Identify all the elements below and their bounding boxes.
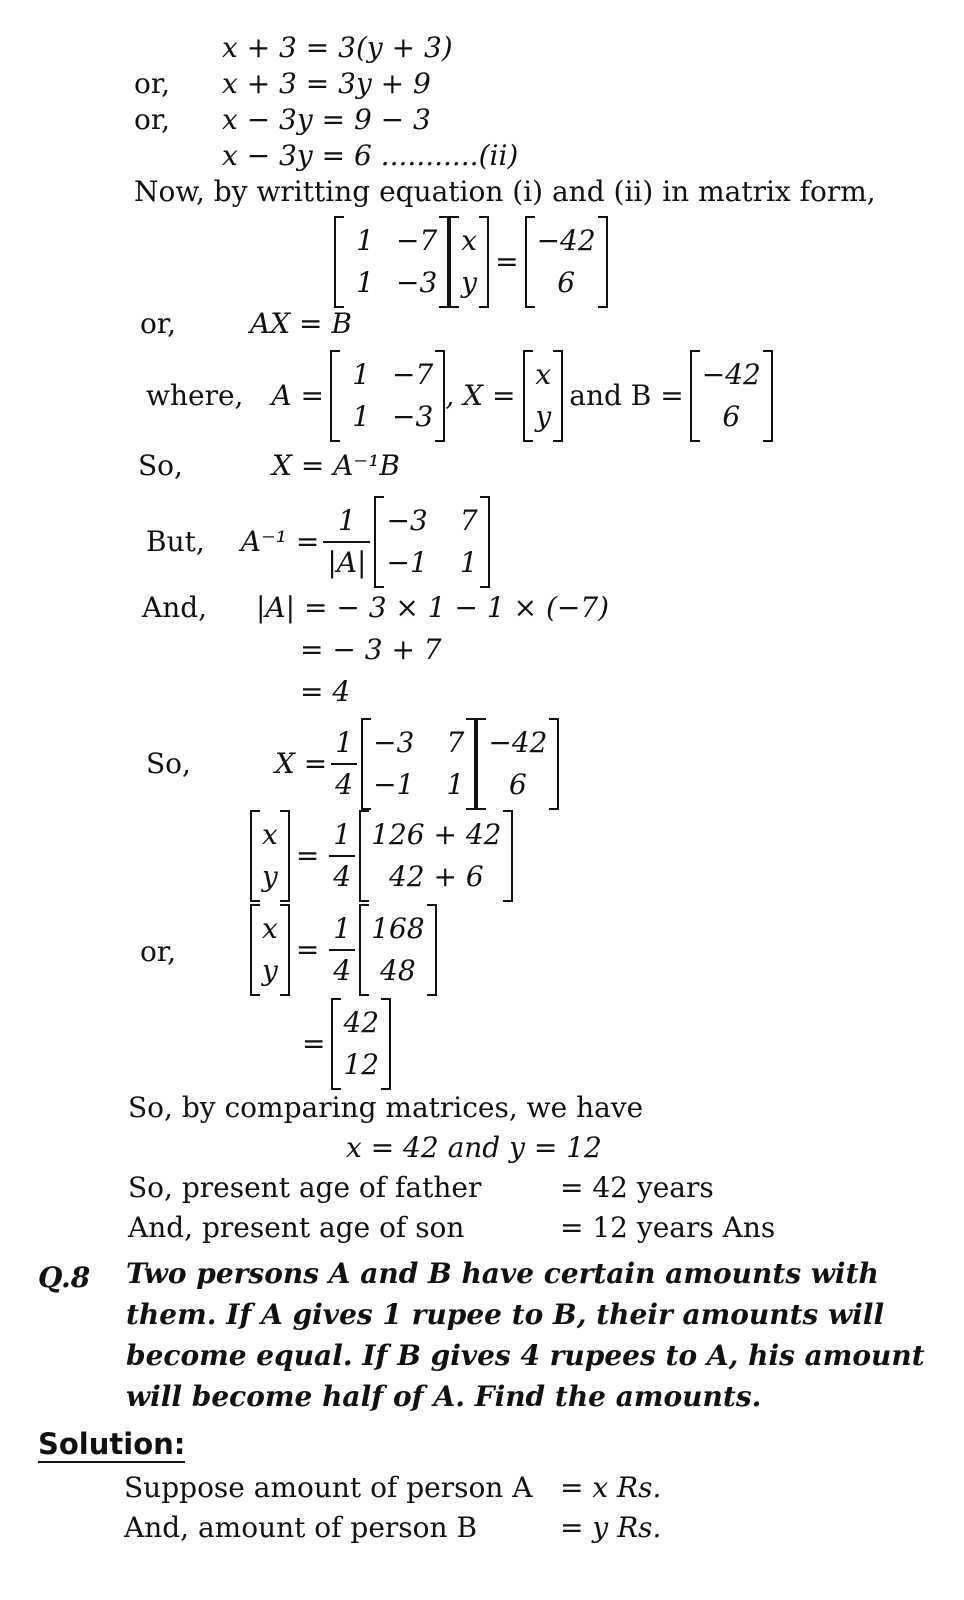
equation-line-1: x + 3 = 3(y + 3) [222, 31, 453, 64]
values-text: x = 42 and y = 12 [346, 1131, 602, 1164]
multiplied-matrix-line [250, 810, 513, 902]
matrix-cell: y [535, 400, 552, 433]
system-matrix-equation [334, 216, 608, 308]
so-label: So, [146, 747, 191, 780]
simplified-matrix [359, 904, 436, 996]
equals-sign: = [295, 933, 320, 966]
matrix-cell: 126 + 42 [371, 818, 502, 851]
or-label: or, [134, 67, 171, 100]
where-label: where, [146, 379, 244, 412]
or-label: or, [140, 935, 177, 968]
equation-line-2: x + 3 = 3y + 9 [222, 67, 431, 100]
father-age-value: = 42 years [560, 1171, 714, 1204]
matrix-cell: 7 [446, 726, 465, 759]
x-lhs: X = [274, 747, 328, 780]
simplified-matrix-line [250, 904, 437, 996]
solution-heading: Solution: [38, 1427, 186, 1461]
matrix-cell: 42 [343, 1006, 380, 1039]
matrix-cell: 48 [380, 954, 416, 987]
question-number: Q.8 [38, 1261, 91, 1294]
matrix-cell: −3 [396, 266, 438, 299]
and-b-lhs: and B = [569, 379, 684, 412]
a-lhs: A = [271, 379, 325, 412]
compare-text: So, by comparing matrices, we have [128, 1091, 644, 1124]
suppose-a-value: = x Rs. [560, 1471, 662, 1504]
question-line: Two persons A and B have certain amounts with [126, 1257, 879, 1290]
question-line: will become half of A. Find the amounts. [126, 1380, 762, 1413]
matrix-cell: 6 [557, 266, 576, 299]
matrix-cell: −3 [386, 504, 428, 537]
inverse-lhs: A⁻¹ = [240, 525, 320, 558]
fraction-denominator: 4 [329, 855, 355, 891]
fraction-denominator: |A| [323, 541, 370, 577]
variable-matrix [250, 810, 290, 902]
equals-sign: = [295, 839, 320, 872]
result-matrix-line [296, 998, 391, 1090]
so-label: So, [138, 449, 183, 482]
matrix-intro-text: Now, by writting equation (i) and (ii) in matrix form, [134, 175, 876, 208]
fraction-denominator: 4 [331, 763, 357, 799]
matrix-cell: −7 [396, 224, 438, 257]
fraction [325, 818, 359, 893]
variable-matrix [250, 904, 290, 996]
matrix-cell: x [262, 912, 278, 945]
x-lhs: , X = [445, 379, 516, 412]
matrix-cell: −3 [392, 400, 434, 433]
matrix-cell: −42 [701, 358, 761, 391]
matrix-x [523, 350, 563, 442]
matrix-cell: 6 [722, 400, 741, 433]
fraction-denominator: 4 [329, 949, 355, 985]
matrix-cell: x [461, 224, 478, 257]
matrix-b [690, 350, 773, 442]
matrix-a [330, 350, 445, 442]
matrix-cell: x [535, 358, 552, 391]
question-line: them. If A gives 1 rupee to B, their amounts will [126, 1298, 885, 1331]
x-equals-inverse: X = A⁻¹B [272, 449, 400, 482]
suppose-b-label: And, amount of person B [124, 1511, 478, 1544]
question-line: become equal. If B gives 4 rupees to A, his amount [126, 1339, 925, 1372]
coefficient-matrix [334, 216, 449, 308]
matrix-cell: 1 [446, 768, 465, 801]
determinant-line-3: = 4 [300, 675, 351, 708]
fraction-numerator: 1 [333, 912, 352, 945]
or-label: or, [134, 103, 171, 136]
adjoint-matrix [361, 718, 476, 810]
fraction [319, 504, 374, 579]
matrix-cell: 1 [459, 546, 478, 579]
equation-ii: x − 3y = 6 ...........(ii) [222, 139, 519, 172]
and-label: And, [142, 591, 208, 624]
fraction-numerator: 1 [333, 818, 352, 851]
inverse-formula [146, 496, 490, 588]
matrix-cell: −1 [386, 546, 428, 579]
matrix-cell: 12 [343, 1048, 380, 1081]
fraction-numerator: 1 [337, 504, 356, 537]
suppose-a-label: Suppose amount of person A [124, 1471, 533, 1504]
matrix-cell: y [262, 860, 278, 893]
matrix-cell: −42 [488, 726, 548, 759]
result-matrix [331, 998, 391, 1090]
matrix-cell: 6 [508, 768, 527, 801]
or-label: or, [140, 307, 177, 340]
matrix-cell: 1 [356, 224, 374, 257]
matrix-cell: 42 + 6 [388, 860, 484, 893]
fraction [327, 726, 361, 801]
constant-matrix [525, 216, 608, 308]
matrix-cell: x [262, 818, 278, 851]
matrix-cell: 1 [356, 266, 374, 299]
son-age-label: And, present age of son [128, 1211, 465, 1244]
matrix-cell: 1 [352, 358, 371, 391]
constant-matrix [476, 718, 559, 810]
matrix-cell: −1 [373, 768, 415, 801]
matrix-cell: −42 [536, 224, 596, 257]
father-age-label: So, present age of father [128, 1171, 482, 1204]
matrix-cell: −7 [392, 358, 434, 391]
fraction-numerator: 1 [335, 726, 354, 759]
equation-line-3: x − 3y = 9 − 3 [222, 103, 431, 136]
where-definitions [146, 350, 773, 442]
son-age-value: = 12 years Ans [560, 1211, 776, 1244]
equals-sign: = [495, 245, 519, 278]
sum-matrix [359, 810, 513, 902]
fraction [325, 912, 359, 987]
but-label: But, [146, 525, 205, 558]
matrix-cell: 7 [459, 504, 478, 537]
determinant-line-1: |A| = − 3 × 1 − 1 × (−7) [256, 591, 610, 624]
ax-equals-b: AX = B [250, 307, 352, 340]
matrix-cell: 1 [352, 400, 371, 433]
adjoint-matrix [374, 496, 489, 588]
determinant-line-2: = − 3 + 7 [300, 633, 442, 666]
matrix-cell: y [461, 266, 478, 299]
suppose-b-value: = y Rs. [560, 1511, 662, 1544]
equals-sign: = [302, 1027, 326, 1060]
x-product [146, 718, 559, 810]
matrix-cell: −3 [373, 726, 415, 759]
matrix-cell: 168 [371, 912, 425, 945]
matrix-cell: y [262, 954, 278, 987]
variable-matrix [449, 216, 489, 308]
